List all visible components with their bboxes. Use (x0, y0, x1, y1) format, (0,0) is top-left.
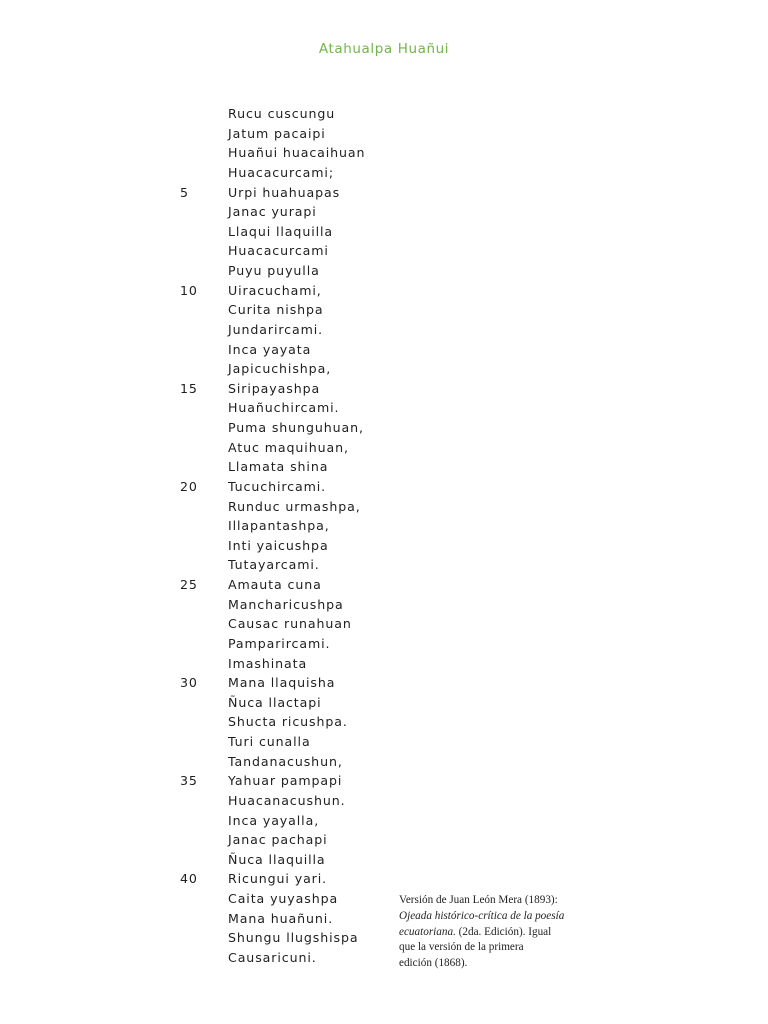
poem-line (180, 712, 365, 732)
verse-text: Tutayarcami. (228, 557, 320, 573)
poem-line (180, 654, 365, 674)
poem-line (180, 909, 365, 929)
line-number: 40 (180, 871, 198, 887)
line-number: 20 (180, 478, 198, 494)
footnote-work-title: ecuatoriana. (399, 925, 456, 938)
poem-line (180, 614, 365, 634)
verse-text: Tandanacushun, (228, 753, 343, 769)
verse-text: Amauta cuna (228, 577, 322, 592)
verse-text: Huañuchircami. (228, 400, 340, 416)
verse-text: Llaqui llaquilla (228, 223, 334, 239)
poem-line (180, 163, 365, 183)
verse-text: Jundarircami. (228, 321, 324, 337)
poem-line (180, 398, 365, 418)
footnote-line: edición (1868). (399, 957, 468, 970)
verse-text: Tucuchircami. (228, 478, 327, 494)
poem-line (180, 143, 365, 163)
poem-line (180, 850, 365, 870)
poem-line (180, 457, 365, 477)
verse-text: Inca yayata (228, 341, 312, 357)
verse-text: Yahuar pampapi (228, 773, 343, 789)
poem-line (180, 261, 365, 281)
poem-line (180, 202, 365, 222)
poem-line (180, 948, 365, 968)
line-number: 25 (180, 577, 198, 592)
poem-line (180, 811, 365, 831)
poem-line (180, 241, 365, 261)
poem-line (180, 477, 365, 497)
poem-line (180, 359, 365, 379)
verse-text: Janac yurapi (228, 204, 317, 220)
poem-line (180, 340, 365, 360)
verse-text: Janac pachapi (228, 832, 328, 848)
poem-line (180, 222, 365, 242)
verse-text: Llamata shina (228, 459, 329, 475)
verse-text: Pamparircami. (228, 635, 331, 651)
verse-text: Japicuchishpa, (228, 361, 332, 377)
line-number: 15 (180, 380, 198, 396)
poem-line (180, 124, 365, 144)
poem-line (180, 869, 365, 889)
verse-text: Mancharicushpa (228, 596, 344, 612)
verse-text: Causac runahuan (228, 616, 352, 632)
verse-text: Puyu puyulla (228, 263, 320, 278)
poem-line (180, 536, 365, 556)
verse-text: Mana llaquisha (228, 675, 336, 691)
poem-line (180, 732, 365, 752)
verse-text: Runduc urmashpa, (228, 498, 361, 514)
verse-text: Illapantashpa, (228, 518, 330, 534)
poem-line (180, 752, 365, 772)
verse-text: Ricungui yari. (228, 871, 328, 887)
footnote-line: Versión de Juan León Mera (1893): (399, 894, 558, 906)
verse-text: Huacacurcami (228, 243, 329, 259)
poem-line (180, 320, 365, 340)
poem-line (180, 673, 365, 693)
poem-line (180, 928, 365, 948)
footnote-work-title: Ojeada histórico-crítica de la poesía (399, 909, 565, 922)
footnote-line (399, 925, 599, 941)
poem (180, 104, 365, 968)
verse-text: Inti yaicushpa (228, 537, 329, 553)
poem-line (180, 183, 365, 203)
verse-text: Causaricuni. (228, 949, 317, 965)
verse-text: Rucu cuscungu (228, 106, 336, 121)
line-number: 35 (180, 773, 198, 789)
verse-text: Huañui huacaihuan (228, 145, 366, 161)
verse-text: Atuc maquihuan, (228, 439, 349, 455)
poem-line (180, 300, 365, 320)
verse-text: Huacacurcami; (228, 164, 334, 180)
verse-text: Ñuca llaquilla (228, 851, 326, 867)
poem-line (180, 555, 365, 575)
poem-line (180, 634, 365, 654)
poem-line (180, 575, 365, 595)
verse-text: Siripayashpa (228, 380, 321, 396)
poem-line (180, 418, 365, 438)
poem-line (180, 497, 365, 517)
poem-line (180, 791, 365, 811)
verse-text: Uiracuchami, (228, 282, 322, 298)
verse-text: Turi cunalla (228, 734, 311, 749)
poem-line (180, 281, 365, 301)
footnote-line (399, 909, 599, 925)
line-number: 30 (180, 675, 198, 691)
poem-line (180, 830, 365, 850)
verse-text: Mana huañuni. (228, 910, 334, 926)
poem-line (180, 379, 365, 399)
verse-text: Shucta ricushpa. (228, 714, 348, 730)
verse-text: Curita nishpa (228, 302, 324, 318)
verse-text: Urpi huahuapas (228, 184, 341, 200)
verse-text: Inca yayalla, (228, 812, 320, 828)
line-number: 5 (180, 184, 189, 200)
page-title: Atahualpa Huañui (318, 41, 450, 57)
footnote-line: que la versión de la primera (399, 941, 524, 954)
footnote-edition: (2da. Edición). Igual (455, 925, 552, 938)
poem-line (180, 438, 365, 458)
line-number: 10 (180, 282, 198, 298)
verse-text: Shungu llugshispa (228, 930, 359, 946)
verse-text: Jatum pacaipi (228, 125, 326, 141)
footnote (399, 893, 599, 972)
poem-line (180, 595, 365, 615)
poem-line (180, 771, 365, 791)
verse-text: Huacanacushun. (228, 792, 346, 808)
poem-line (180, 516, 365, 536)
verse-text: Puma shunguhuan, (228, 420, 364, 435)
poem-line (180, 693, 365, 713)
verse-text: Caita yuyashpa (228, 891, 339, 906)
verse-text: Imashinata (228, 655, 308, 671)
verse-text: Ñuca llactapi (228, 694, 322, 710)
poem-line (180, 104, 365, 124)
poem-line (180, 889, 365, 909)
